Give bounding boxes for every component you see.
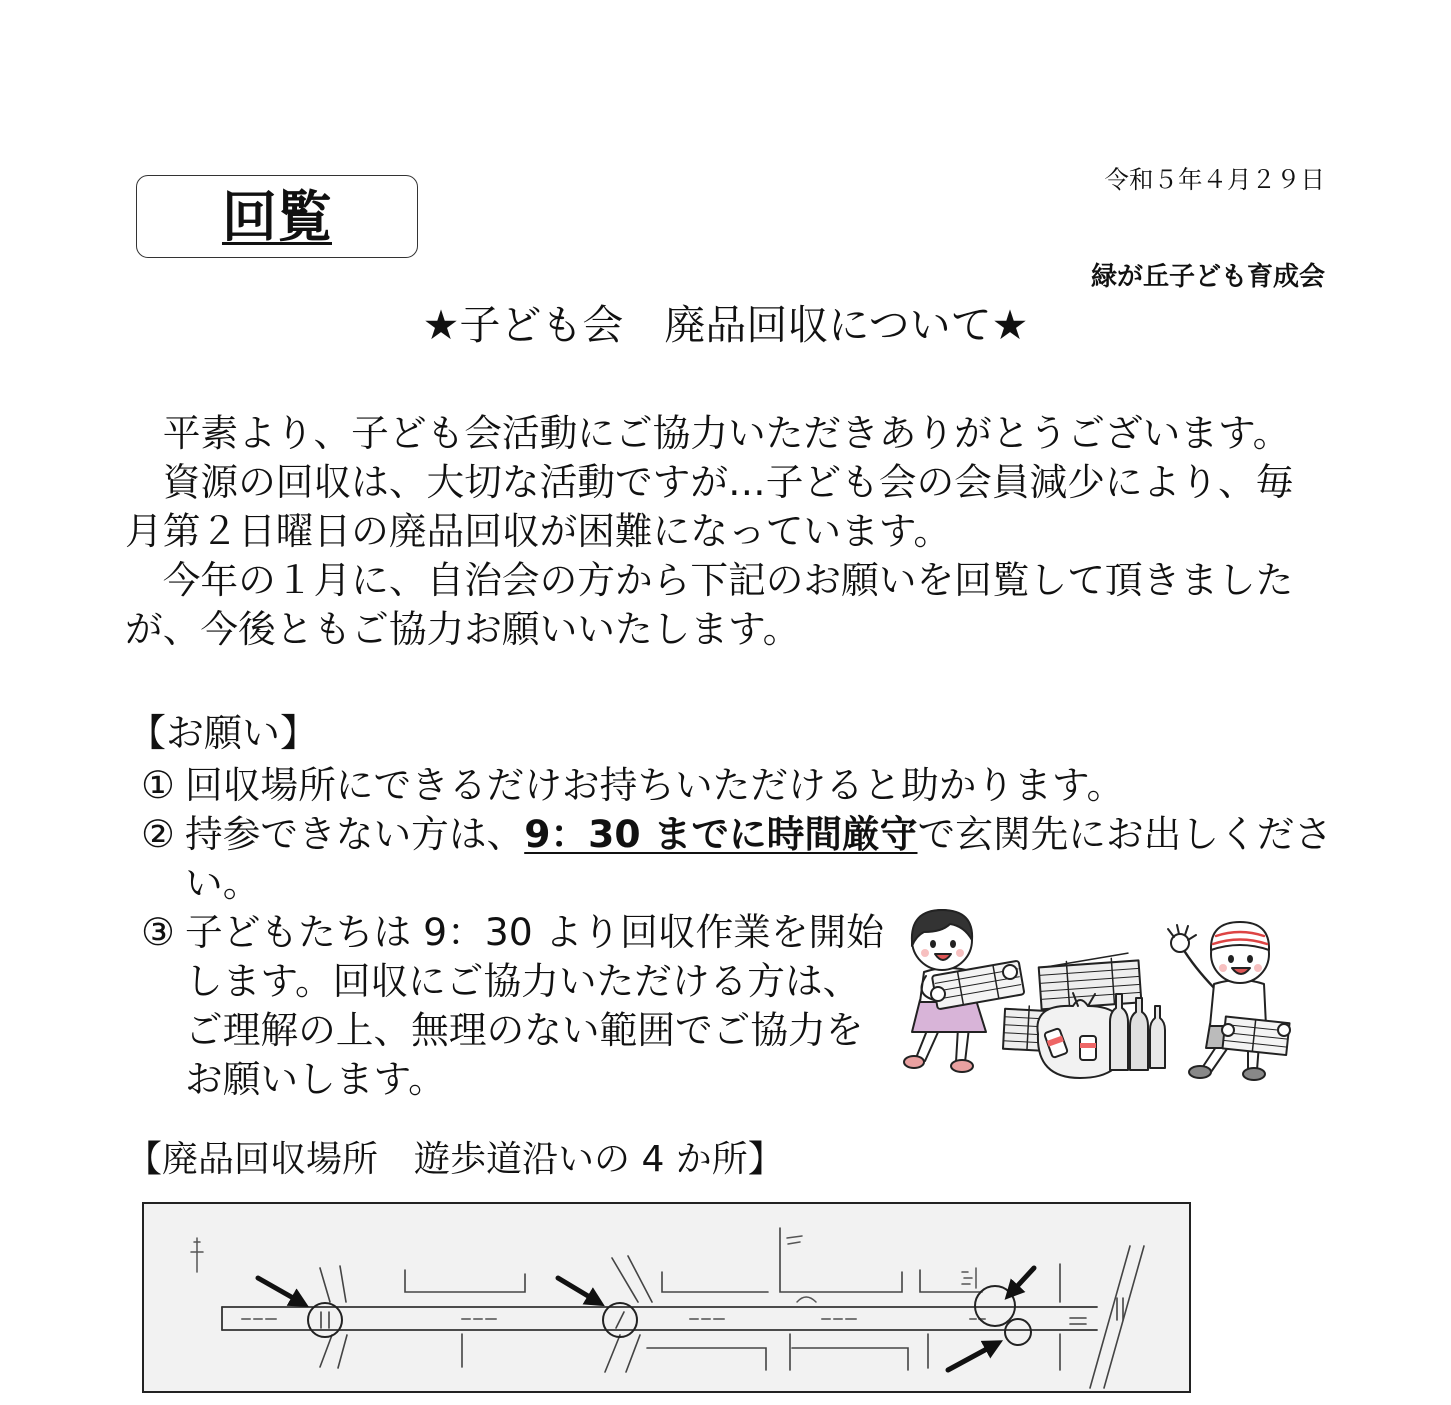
request-3-line-1: 子どもたちは 9：30 より回収作業を開始 [185, 909, 884, 954]
request-marker-2: ② [141, 811, 175, 856]
request-marker-3: ③ [141, 909, 175, 954]
request-3-line-3: ご理解の上、無理のない範囲でご協力を [185, 1007, 864, 1052]
collection-map [142, 1202, 1191, 1393]
request-1-line-1: 回収場所にできるだけお持ちいただけると助かります。 [185, 762, 1125, 807]
paragraph-2-line-1: 資源の回収は、大切な活動ですが…子ども会の会員減少により、毎 [162, 459, 1294, 504]
paragraph-2-line-2: 月第２日曜日の廃品回収が困難になっています。 [125, 508, 952, 553]
notice-title: ★子ども会 廃品回収について★ [422, 301, 1029, 349]
collection-locations-heading: 【廃品回収場所 遊歩道沿いの 4 か所】 [126, 1139, 784, 1180]
organization-name: 緑が丘子ども育成会 [1090, 262, 1325, 292]
children-recycling-illustration [898, 902, 1298, 1082]
issue-date: 令和５年４月２９日 [1104, 165, 1325, 194]
child-right [1168, 922, 1290, 1080]
request-item-2 [141, 810, 1332, 908]
requests-heading: 【お願い】 [128, 711, 319, 755]
request-2-deadline-emphasis: 9：30 までに時間厳守 [524, 811, 918, 856]
request-item-1 [141, 761, 1332, 810]
recycling-pile [1003, 952, 1165, 1078]
notice-body [125, 409, 1293, 654]
request-2-text-before: 持参できない方は、 [185, 811, 525, 856]
map-frame [143, 1203, 1190, 1392]
request-marker-1: ① [141, 762, 175, 807]
circular-label: 回覧 [221, 184, 332, 249]
greeting-line: 平素より、子ども会活動にご協力いただきありがとうございます。 [162, 410, 1291, 455]
request-3-line-2: します。回収にご協力いただける方は、 [185, 958, 861, 1003]
request-2-line-2: い。 [185, 860, 261, 905]
request-3-line-4: お願いします。 [185, 1056, 446, 1101]
circular-label-box [136, 175, 418, 258]
request-2-line-1 [185, 810, 1332, 859]
paragraph-3-line-2: が、今後ともご協力お願いいたします。 [125, 606, 801, 651]
request-2-text-after: で玄関先にお出しくださ [917, 811, 1333, 856]
paragraph-3-line-1: 今年の１月に、自治会の方から下記のお願いを回覧して頂きました [162, 557, 1294, 602]
